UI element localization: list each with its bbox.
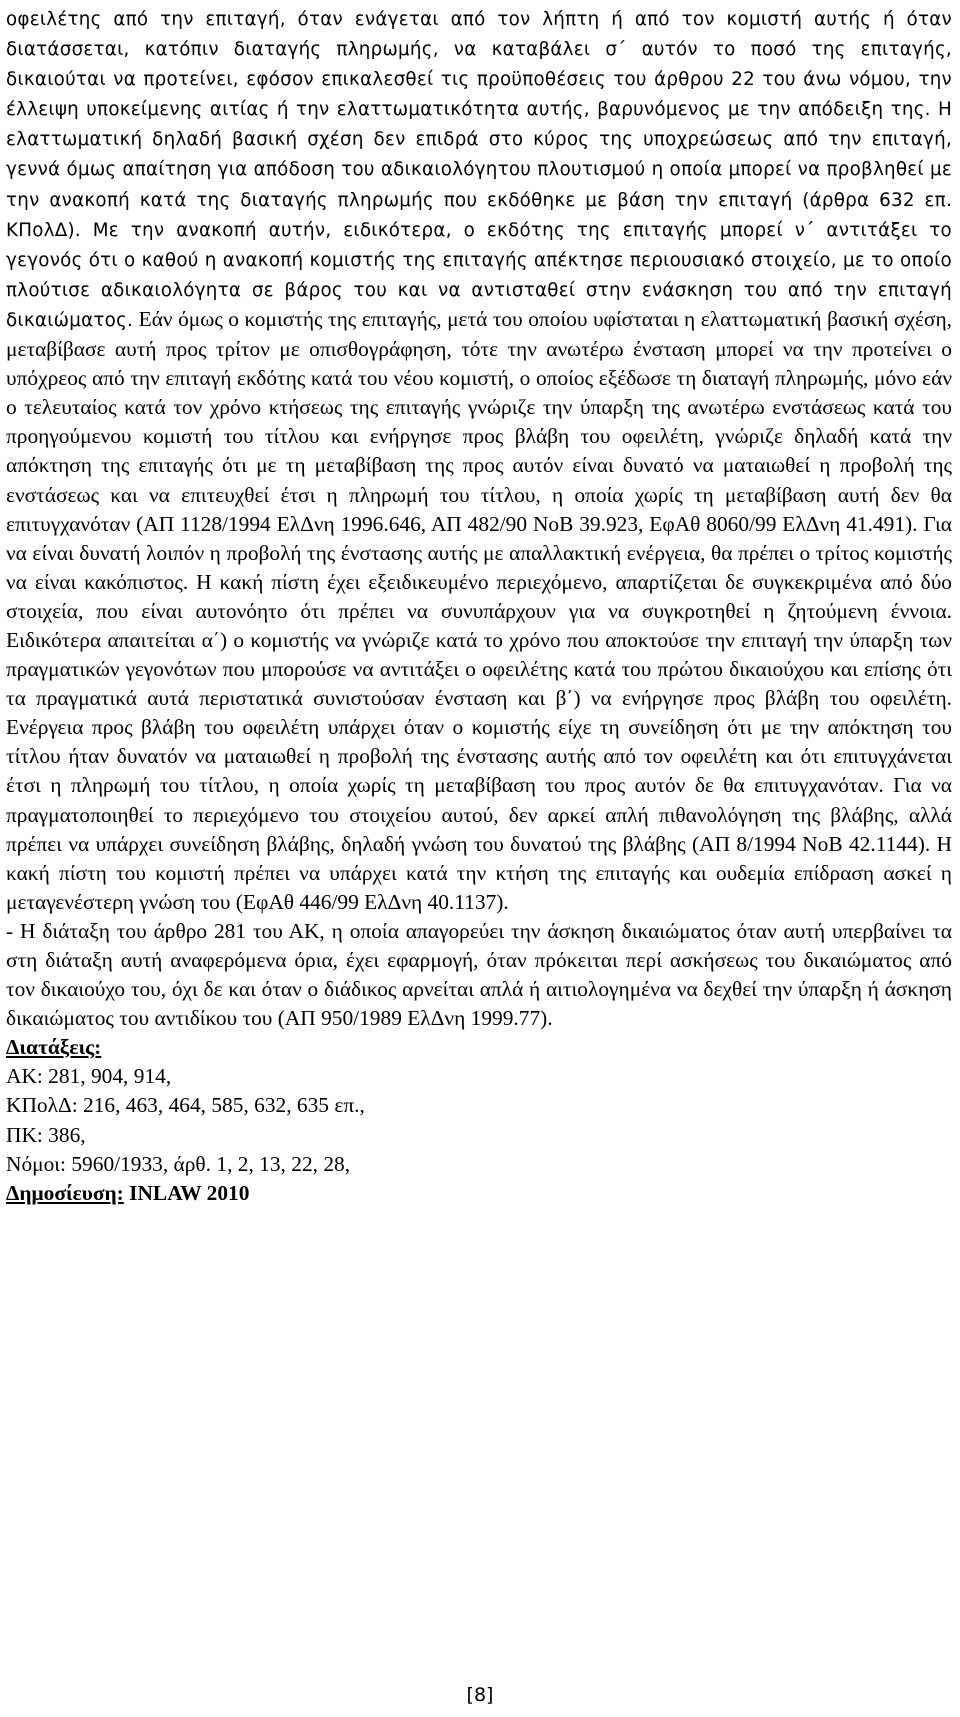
body-paragraph-2: - Η διάταξη του άρθρο 281 του ΑΚ, η οποία απαγορεύει την άσκηση δικαιώματος όταν αυτή υπερβαίνει τα στη διάταξη αυτή αναφερόμενα όρια, έχει εφαρμογή, όταν πρόκειται περί ασκήσεως του δικαιώματος από τον δικαιούχο του, όχι δε και όταν ο διάδικος αρνείται απλά ή αιτιολογημένα να δεχθεί την ύπαρξη ή άσκηση δικαιώματος του αντιδίκου του (ΑΠ 950/1989 ΕλΔνη 1999.77). — [6, 918, 952, 1031]
publication-value: INLAW 2010 — [129, 1180, 250, 1205]
publication-line — [6, 1179, 952, 1208]
provision-line: ΠΚ: 386, — [6, 1122, 86, 1147]
document-page — [6, 4, 952, 1208]
body-paragraph-1 — [6, 4, 952, 917]
provisions-heading: Διατάξεις: — [6, 1035, 102, 1060]
provision-line: ΚΠολΔ: 216, 463, 464, 585, 632, 635 επ., — [6, 1093, 365, 1118]
body-text-sans: οφειλέτης από την επιταγή, όταν ενάγεται από τον λήπτη ή από τον κομιστή αυτής ή όταν διατάσσεται, κατόπιν διαταγής πληρωμής, να καταβάλει σ΄ αυτόν το ποσό της επιταγής, δικαιούται να προτείνει, εφόσον επικαλεσθεί τις προϋποθέσεις του άρθρου 22 του άνω νόμου, την έλλειψη υποκείμενης αιτίας ή την ελαττωματικότητα αυτής, βαρυνόμενος με την απόδειξη της. Η ελαττωματική δηλαδή βασική σχέση δεν επιδρά στο κύρος της υποχρεώσεως από την επιταγή, γεννά όμως απαίτηση για απόδοση του αδικαιολόγητου πλουτισμού η οποία μπορεί να προβληθεί με την ανακοπή κατά της διαταγής πληρωμής που εκδόθηκε με βάση την επιταγή (άρθρα 632 επ. ΚΠολΔ). Με την ανακοπή αυτήν, ειδικότερα, ο εκδότης της επιταγής μπορεί ν΄ αντιτάξει το γεγονός ότι ο καθού η ανακοπή κομιστής της επιταγής απέκτησε περιουσιακό στοιχείο, με το οποίο πλούτισε αδικαιολόγητα σε βάρος του και να αντισταθεί στην ενάσκηση του από την επιταγή δικαιώματος. — [6, 9, 952, 331]
provision-line: Νόμοι: 5960/1933, άρθ. 1, 2, 13, 22, 28, — [6, 1151, 351, 1176]
body-text-serif: Εάν όμως ο κομιστής της επιταγής, μετά του οποίου υφίσταται η ελαττωματική βασική σχέση, μεταβίβασε αυτή προς τρίτον με οπισθογράφηση, τότε την ανωτέρω ένσταση μπορεί να την προτείνει ο υπόχρεος από την επιταγή εκδότης κατά του νέου κομιστή, ο οποίος εξέδωσε τη διαταγή πληρωμής, μόνο εάν ο τελευταίος κατά τον χρόνο κτήσεως της επιταγής γνώριζε την ύπαρξη της ανωτέρω ενστάσεως κατά του προηγούμενου κομιστή του τίτλου και ενήργησε προς βλάβη του οφειλέτη, γνώριζε δηλαδή κατά την απόκτηση της επιταγής ότι με τη μεταβίβαση της προς αυτόν είναι δυνατό να ματαιωθεί η προβολή της ενστάσεως και να επιτευχθεί έτσι η πληρωμή του τίτλου, η οποία χωρίς τη μεταβίβαση αυτή δεν θα επιτυγχανόταν (ΑΠ 1128/1994 ΕλΔνη 1996.646, ΑΠ 482/90 ΝοΒ 39.923, ΕφΑθ 8060/99 ΕλΔνη 41.491). Για να είναι δυνατή λοιπόν η προβολή της ένστασης αυτής με απαλλακτική ενέργεια, θα πρέπει ο τρίτος κομιστής να είναι κακόπιστος. Η κακή πίστη έχει εξειδικευμένο περιεχόμενο, απαρτίζεται δε συγκεκριμένα από δύο στοιχεία, που είναι αυτονόητο ότι πρέπει να συνυπάρχουν για να συγκροτηθεί η ζητούμενη έννοια. Ειδικότερα απαιτείται α΄) ο κομιστής να γνώριζε κατά το χρόνο που αποκτούσε την επιταγή την ύπαρξη των πραγματικών γεγονότων που μπορούσε να αντιτάξει ο οφειλέτης κατά του πρώτου δικαιούχου και επίσης ότι τα πραγματικά αυτά περιστατικά συνιστούσαν ένσταση και β΄) να ενήργησε προς βλάβη του οφειλέτη. Ενέργεια προς βλάβη του οφειλέτη υπάρχει όταν ο κομιστής είχε τη συνείδηση ότι με την απόκτηση του τίτλου ήταν δυνατόν να ματαιωθεί η προβολή της ένστασης αυτής από τον οφειλέτη και ότι επιτυγχάνεται έτσι η πληρωμή του τίτλου, η οποία χωρίς τη μεταβίβαση του προς αυτόν δε θα επιτυγχανόταν. Για να πραγματοποιηθεί το περιεχόμενο του στοιχείου αυτού, δεν αρκεί απλή πιθανολόγηση της βλάβης, αλλά πρέπει να υπάρχει συνείδηση βλάβης, δηλαδή γνώση του δυνατού της βλάβης (ΑΠ 8/1994 ΝοΒ 42.1144). Η κακή πίστη του κομιστή πρέπει να υπάρχει κατά την κτήση της επιταγής και ουδεμία επίδραση ασκεί η μεταγενέστερη γνώση του (ΕφΑθ 446/99 ΕλΔνη 40.1137). — [6, 306, 952, 914]
page-number: [8] — [466, 1684, 494, 1706]
provision-line: ΑΚ: 281, 904, 914, — [6, 1064, 172, 1089]
publication-heading: Δημοσίευση: — [6, 1180, 124, 1205]
